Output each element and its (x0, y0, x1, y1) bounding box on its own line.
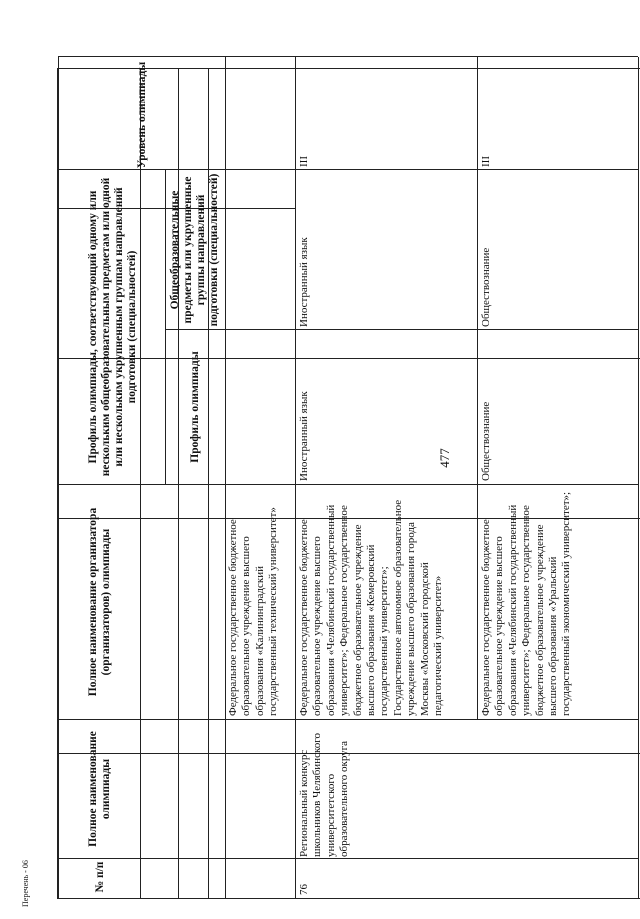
grid-line (58, 858, 638, 859)
continuation-organizer: Федеральное государственное бюджетное образовательное учреждение высшего образования «Калининградский государственный технический университет» (227, 507, 280, 716)
row-76-number: 76 (298, 884, 310, 895)
row-76-olympiad-name: Региональный конкурс школьников Челябинского университетского образовательного округа (298, 733, 351, 857)
grid-line (58, 57, 59, 899)
row-76-entry-2-subjects: Обществознание (480, 247, 492, 327)
header-organizer: Полное наименование организатора (организаторов) олимпиады (87, 507, 112, 697)
row-76-entry-2-profile: Обществознание (480, 401, 492, 481)
grid-line (638, 57, 639, 899)
grid-line (58, 484, 638, 485)
grid-line (58, 719, 638, 720)
grid-line (165, 329, 638, 330)
grid-line (165, 169, 166, 485)
header-profile-group: Профиль олимпиады, соответствующий одному или нескольким общеобразовательным предметам или одной или нескольким укрупненным группам направлений подготовки (специальностей) (86, 177, 138, 477)
page-number-label: 477 (437, 448, 452, 468)
row-76-entry-1-level: III (298, 156, 310, 167)
grid-line (225, 57, 226, 899)
grid-line (58, 56, 638, 57)
header-profile: Профиль олимпиады (188, 351, 201, 463)
header-olympiad-name: Полное наименование олимпиады (87, 731, 112, 847)
header-number: № п/п (93, 861, 106, 893)
row-76-entry-1-profile: Иностранный язык (298, 391, 310, 481)
header-level: Уровень олимпиады (135, 61, 148, 169)
grid-line (477, 57, 478, 720)
header-subjects: Общеобразовательные предметы или укрупненные группы направлений подготовки (специальностей) (169, 173, 220, 327)
grid-line (58, 169, 638, 170)
row-76-entry-2-organizer: Федеральное государственное бюджетное образовательное учреждение высшего образования «Челябинский государственный университет»; Федеральное государственное бюджетное образовательное учреждение высшего образования «Уральский государственный экономический университет»; (480, 491, 573, 716)
row-76-entry-1-organizer: Федеральное государственное бюджетное образовательное учреждение высшего образования «Челябинский государственный университет»; Федеральное государственное бюджетное образовательное учреждение высшего образования «Кемеровский государственный университет»; Государственное автономное образовательное учреждение высшего образования города Москвы «Московский городской педагогический университет» (298, 499, 445, 716)
grid-line (295, 57, 296, 899)
row-76-entry-2-level: III (480, 156, 492, 167)
grid-line (58, 898, 638, 899)
row-76-entry-1-subjects: Иностранный язык (298, 237, 310, 327)
footer-note-label: Перечень - 06 (21, 860, 30, 907)
